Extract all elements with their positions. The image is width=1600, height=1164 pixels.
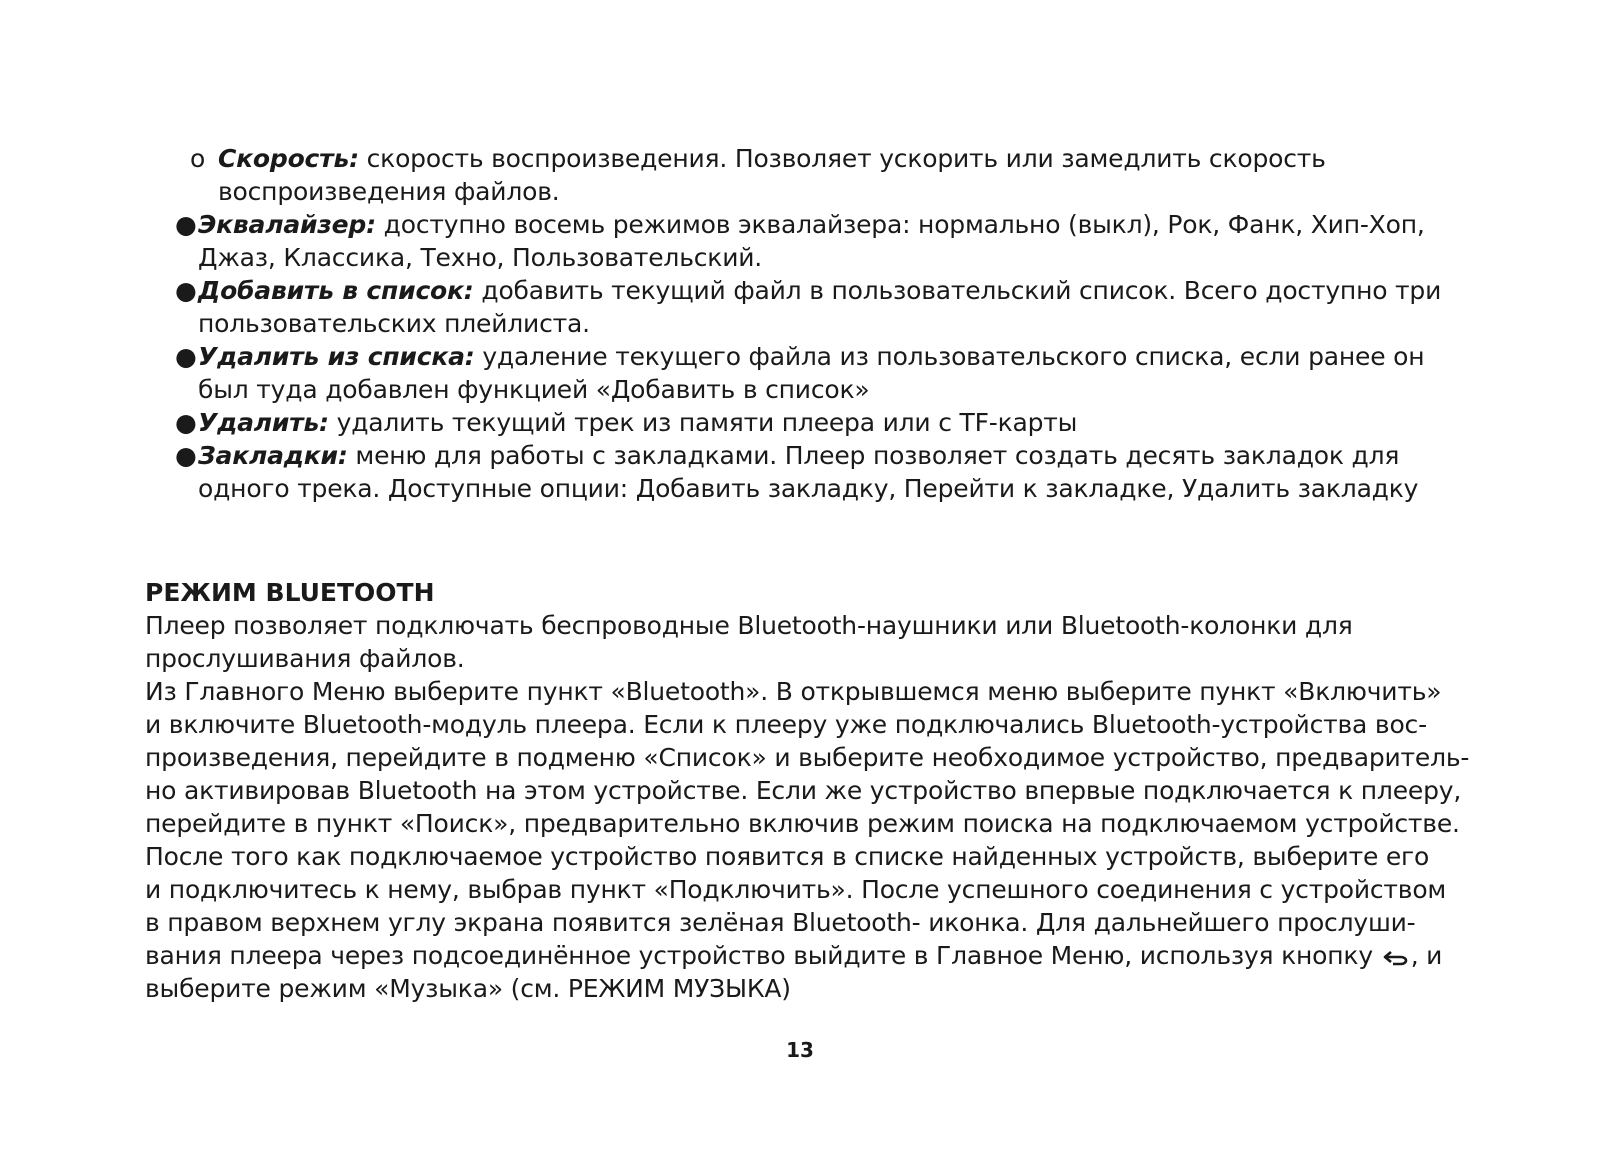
bt-line-11-text: вания плеера через подсоединённое устройство выйдите в Главное Меню, используя кнопку (145, 941, 1373, 970)
add-to-list-text-1: добавить текущий файл в пользовательский список. Всего доступно три (473, 276, 1442, 305)
bullet-delete: ● (175, 408, 197, 437)
bookmarks-text-1: меню для работы с закладками. Плеер позволяет создать десять закладок для (347, 441, 1400, 470)
remove-from-list-line-2: был туда добавлен функцией «Добавить в список» (198, 375, 870, 404)
speed-term: Скорость: (218, 144, 359, 173)
equalizer-line-1 (198, 208, 1425, 241)
remove-from-list-line-1 (198, 340, 1424, 373)
bt-line-8: После того как подключаемое устройство появится в списке найденных устройств, выберите его (145, 842, 1430, 871)
bullet-add-to-list: ● (175, 276, 197, 305)
add-to-list-line-2: пользовательских плейлиста. (198, 309, 590, 338)
delete-line-1 (198, 406, 1077, 439)
back-arrow-icon (1383, 941, 1409, 974)
equalizer-text-1: доступно восемь режимов эквалайзера: нормально (выкл), Рок, Фанк, Хип-Хоп, (375, 210, 1425, 239)
bt-line-4: и включите Bluetooth-модуль плеера. Если к плееру уже подключались Bluetooth-устройства вос- (145, 710, 1427, 739)
speed-text-1: скорость воспроизведения. Позволяет ускорить или замедлить скорость (358, 144, 1326, 173)
bookmarks-line-1 (198, 439, 1399, 472)
sub-bullet: o (190, 144, 206, 173)
page-number: 13 (786, 1038, 814, 1062)
bookmarks-line-2: одного трека. Доступные опции: Добавить закладку, Перейти к закладке, Удалить закладку (198, 474, 1419, 503)
bullet-remove-from-list: ● (175, 342, 197, 371)
remove-from-list-text-1: удаление текущего файла из пользовательского списка, если ранее он (474, 342, 1425, 371)
bt-line-5: произведения, перейдите в подменю «Список» и выберите необходимое устройство, предваритель- (145, 743, 1470, 772)
bt-line-7: перейдите в пункт «Поиск», предварительно включив режим поиска на подключаемом устройстве. (145, 809, 1460, 838)
bt-line-11-end: , и (1410, 941, 1443, 970)
bt-line-3: Из Главного Меню выберите пункт «Bluetooth». В открывшемся меню выберите пункт «Включить» (145, 677, 1442, 706)
add-to-list-term: Добавить в список: (198, 276, 474, 305)
equalizer-term: Эквалайзер: (198, 210, 376, 239)
bullet-equalizer: ● (175, 210, 197, 239)
bt-line-10: в правом верхнем углу экрана появится зелёная Bluetooth- иконка. Для дальнейшего прослуши- (145, 908, 1416, 937)
bluetooth-heading: РЕЖИМ BLUETOOTH (145, 578, 435, 607)
speed-line-2: воспроизведения файлов. (218, 177, 560, 206)
bt-line-2: прослушивания файлов. (145, 644, 465, 673)
add-to-list-line-1 (198, 274, 1441, 307)
speed-line-1 (218, 142, 1326, 175)
equalizer-line-2: Джаз, Классика, Техно, Пользовательский. (198, 243, 763, 272)
remove-from-list-term: Удалить из списка: (198, 342, 475, 371)
bullet-bookmarks: ● (175, 441, 197, 470)
delete-term: Удалить: (198, 408, 329, 437)
bookmarks-term: Закладки: (198, 441, 348, 470)
delete-text-1: удалить текущий трек из памяти плеера или с TF-карты (328, 408, 1078, 437)
bt-line-9: и подключитесь к нему, выбрав пункт «Подключить». После успешного соединения с устройством (145, 875, 1447, 904)
bt-line-6: но активировав Bluetooth на этом устройстве. Если же устройство впервые подключается к плееру, (145, 776, 1462, 805)
bt-line-12: выберите режим «Музыка» (см. РЕЖИМ МУЗЫКА) (145, 974, 791, 1003)
bt-line-1: Плеер позволяет подключать беспроводные Bluetooth-наушники или Bluetooth-колонки для (145, 611, 1353, 640)
bt-line-11 (145, 939, 1442, 974)
